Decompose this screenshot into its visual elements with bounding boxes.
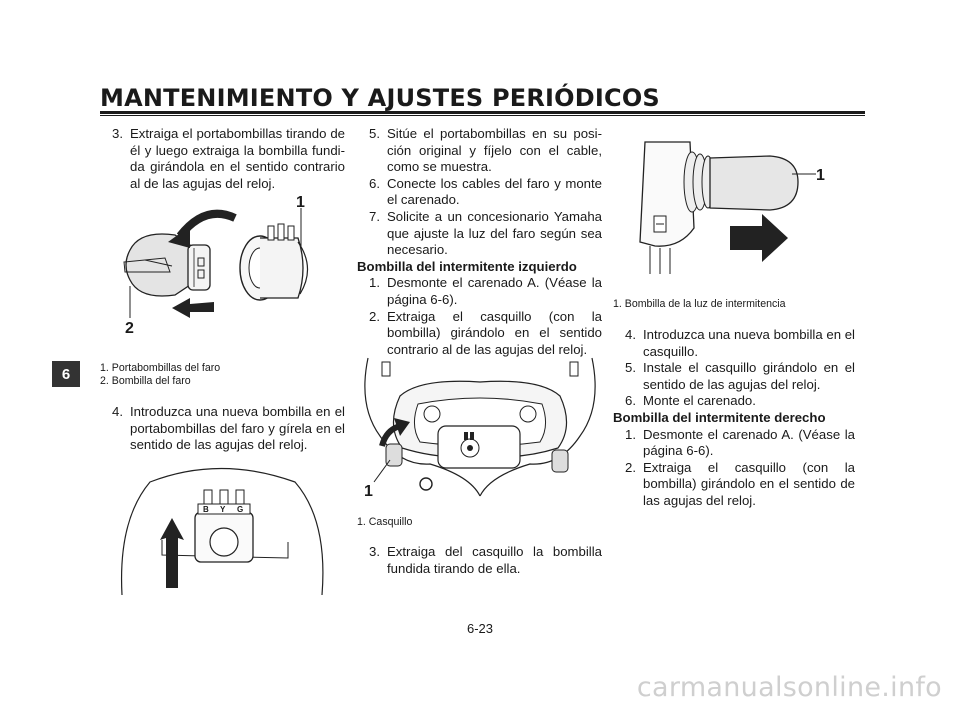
step-5-right <box>613 360 855 393</box>
figure-turn-signal-bulb <box>620 128 850 278</box>
caption-line: 1. Portabombillas del faro <box>100 362 221 374</box>
step-number: 3. <box>369 544 380 559</box>
step-text: Introduzca una nueva bombilla en el casquillo. <box>643 327 855 359</box>
figure-turn-signal-socket <box>360 356 600 506</box>
watermark: carmanualsonline.info <box>636 672 942 703</box>
step-6-right <box>613 393 855 410</box>
step-number: 5. <box>625 360 636 376</box>
step-number: 4. <box>625 327 636 342</box>
step-6 <box>357 176 602 209</box>
callout-1: 1 <box>296 194 305 211</box>
figure-4-caption: 1. Bombilla de la luz de intermitencia <box>613 298 786 310</box>
step-1-left <box>357 275 602 308</box>
step-2-right <box>613 460 855 510</box>
subheading-right-turn-signal: Bombilla del intermitente derecho <box>613 409 826 425</box>
subheading-left-turn-signal: Bombilla del intermitente izquierdo <box>357 258 577 274</box>
step-number: 1. <box>625 426 636 442</box>
caption-line: 2. Bombilla del faro <box>100 375 191 388</box>
step-number: 3. <box>112 126 123 141</box>
step-text: Introduzca una nueva bombilla en el portabombillas del faro y gírela en el sentido de las agujas del reloj. <box>130 404 345 453</box>
step-7 <box>357 209 602 259</box>
step-number: 2. <box>369 308 380 324</box>
step-number: 1. <box>369 275 380 291</box>
header-rule <box>100 111 865 116</box>
step-text: Extraiga el casquillo (con la bombilla) girándolo en el sentido de las agujas del reloj. <box>643 459 855 508</box>
wire-label: B <box>203 505 209 514</box>
callout-1: 1 <box>816 167 825 184</box>
column-1 <box>100 126 345 192</box>
step-3-remove-bulb <box>357 544 602 577</box>
chapter-tab: 6 <box>52 361 80 387</box>
step-4-right <box>613 327 855 360</box>
step-number: 7. <box>369 208 380 224</box>
wire-label: Y <box>220 505 226 514</box>
step-number: 6. <box>625 393 636 409</box>
figure-3-caption: 1. Casquillo <box>357 516 413 528</box>
callout-2: 2 <box>125 320 134 337</box>
column-2 <box>357 126 602 358</box>
step-1-right <box>613 427 855 460</box>
step-text: Desmonte el carenado A. (Véase la página 6-6). <box>643 426 855 459</box>
figure-headlight-housing <box>110 460 335 600</box>
step-number: 4. <box>112 404 123 419</box>
step-number: 5. <box>369 126 380 141</box>
column-1-lower <box>100 404 345 454</box>
column-2-lower <box>357 544 602 577</box>
step-number: 2. <box>625 459 636 475</box>
step-text: Extraiga el portabombillas tirando de él y luego extraiga la bombilla fundida girándola en el sentido contrario al de las agujas del reloj. <box>130 126 345 191</box>
page-number: 6-23 <box>466 621 494 636</box>
page-title: MANTENIMIENTO Y AJUSTES PERIÓDICOS <box>100 84 660 112</box>
callout-1: 1 <box>364 483 373 500</box>
step-4-insert-bulb <box>100 404 345 454</box>
figure-1-caption <box>100 362 340 388</box>
column-3 <box>613 327 855 510</box>
figure-headlight-bulb-holder <box>110 190 335 340</box>
step-text: Extraiga el casquillo (con la bombilla) girándolo en el sentido contrario al de las agujas del reloj. <box>387 308 602 357</box>
step-text: Monte el carenado. <box>643 393 756 409</box>
step-5 <box>357 126 602 176</box>
step-text: Instale el casquillo girándolo en el sentido de las agujas del reloj. <box>643 360 855 392</box>
step-text: Sitúe el portabombillas en su posición original y fíjelo con el cable, como se muestra. <box>387 126 602 175</box>
step-text: Solicite a un concesionario Yamaha que ajuste la luz del faro según sea necesario. <box>387 208 602 258</box>
step-text: Desmonte el carenado A. (Véase la página 6-6). <box>387 275 602 307</box>
step-2-left <box>357 309 602 359</box>
step-text: Extraiga del casquillo la bombilla fundida tirando de ella. <box>387 544 602 576</box>
step-text: Conecte los cables del faro y monte el carenado. <box>387 175 602 208</box>
step-3-remove-holder <box>100 126 345 192</box>
step-number: 6. <box>369 175 380 191</box>
wire-label: G <box>237 505 244 514</box>
